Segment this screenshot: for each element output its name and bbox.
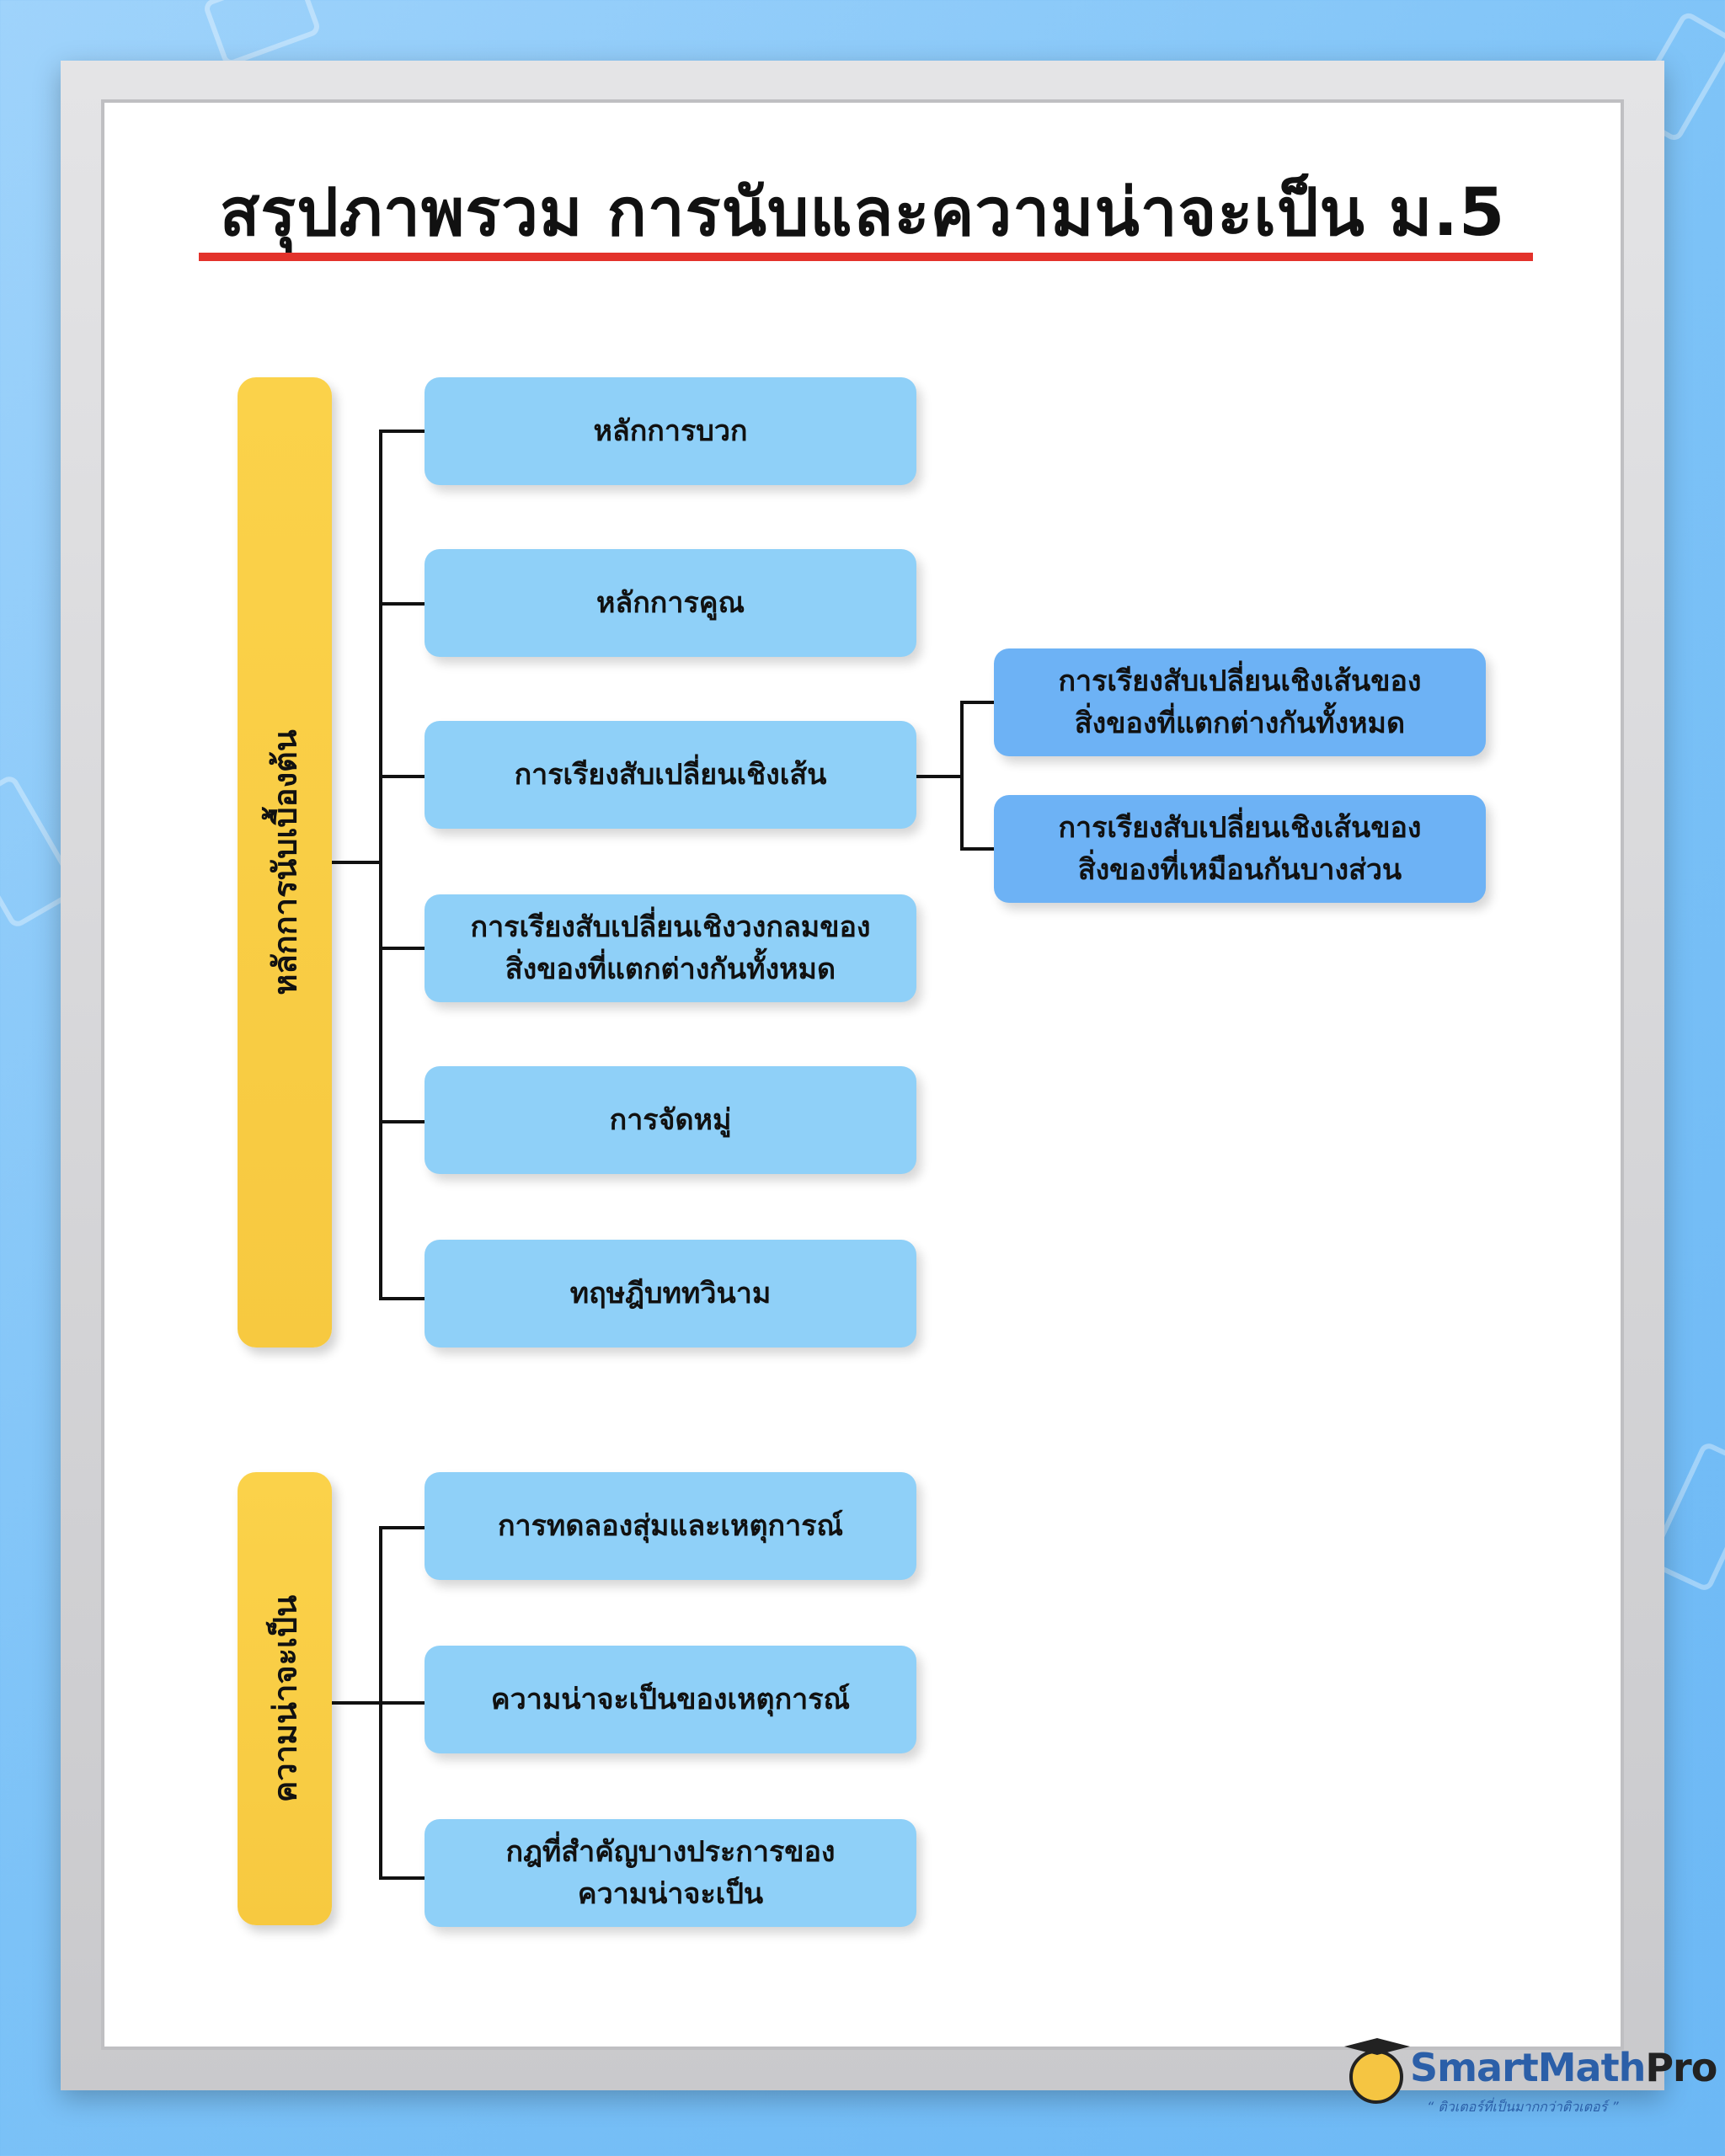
connector bbox=[379, 1876, 425, 1880]
node-event-probability: ความน่าจะเป็นของเหตุการณ์ bbox=[425, 1646, 916, 1753]
connector bbox=[379, 430, 425, 433]
connector bbox=[960, 701, 994, 704]
node-probability-rules: กฎที่สำคัญบางประการของ ความน่าจะเป็น bbox=[425, 1819, 916, 1927]
category-counting bbox=[238, 377, 332, 1348]
category-probability bbox=[238, 1472, 332, 1925]
connector bbox=[379, 775, 425, 778]
connector bbox=[332, 861, 381, 864]
category-counting-label: หลักการนับเบื้องต้น bbox=[266, 729, 304, 995]
connector bbox=[332, 1701, 381, 1705]
category-probability-label: ความน่าจะเป็น bbox=[266, 1594, 304, 1803]
node-combination: การจัดหมู่ bbox=[425, 1066, 916, 1174]
connector bbox=[379, 602, 425, 606]
smartmathpro-logo bbox=[1343, 2038, 1717, 2131]
logo-tagline: “ ติวเตอร์ที่เป็นมากกว่าติวเตอร์ ” bbox=[1427, 2099, 1619, 2115]
background-doodle bbox=[202, 0, 323, 67]
graduation-cap-icon bbox=[1344, 2038, 1410, 2060]
page-title: สรุปภาพรวม การนับและความน่าจะเป็น ม.5 bbox=[219, 175, 1506, 251]
logo-brand-pro: Pro bbox=[1645, 2045, 1717, 2090]
connector bbox=[379, 430, 382, 1300]
node-linear-permutation: การเรียงสับเปลี่ยนเชิงเส้น bbox=[425, 721, 916, 829]
node-circular-permutation: การเรียงสับเปลี่ยนเชิงวงกลมของ สิ่งของที่แตกต่างกันทั้งหมด bbox=[425, 894, 916, 1002]
connector bbox=[379, 947, 425, 950]
connector bbox=[379, 1297, 425, 1300]
connector bbox=[960, 701, 964, 851]
node-addition-principle: หลักการบวก bbox=[425, 377, 916, 485]
node-binomial-theorem: ทฤษฎีบททวินาม bbox=[425, 1240, 916, 1348]
connector bbox=[379, 1701, 425, 1705]
node-multiplication-principle: หลักการคูณ bbox=[425, 549, 916, 657]
connector bbox=[379, 1120, 425, 1123]
title-underline bbox=[199, 253, 1533, 261]
connector bbox=[916, 775, 962, 778]
connector bbox=[379, 1526, 425, 1529]
node-linear-permutation-distinct: การเรียงสับเปลี่ยนเชิงเส้นของ สิ่งของที่แตกต่างกันทั้งหมด bbox=[994, 648, 1486, 756]
node-random-experiment: การทดลองสุ่มและเหตุการณ์ bbox=[425, 1472, 916, 1580]
connector bbox=[960, 847, 994, 851]
node-linear-permutation-identical: การเรียงสับเปลี่ยนเชิงเส้นของ สิ่งของที่เหมือนกันบางส่วน bbox=[994, 795, 1486, 903]
logo-brand-main: SmartMath bbox=[1410, 2045, 1646, 2090]
logo-brand bbox=[1410, 2045, 1717, 2090]
